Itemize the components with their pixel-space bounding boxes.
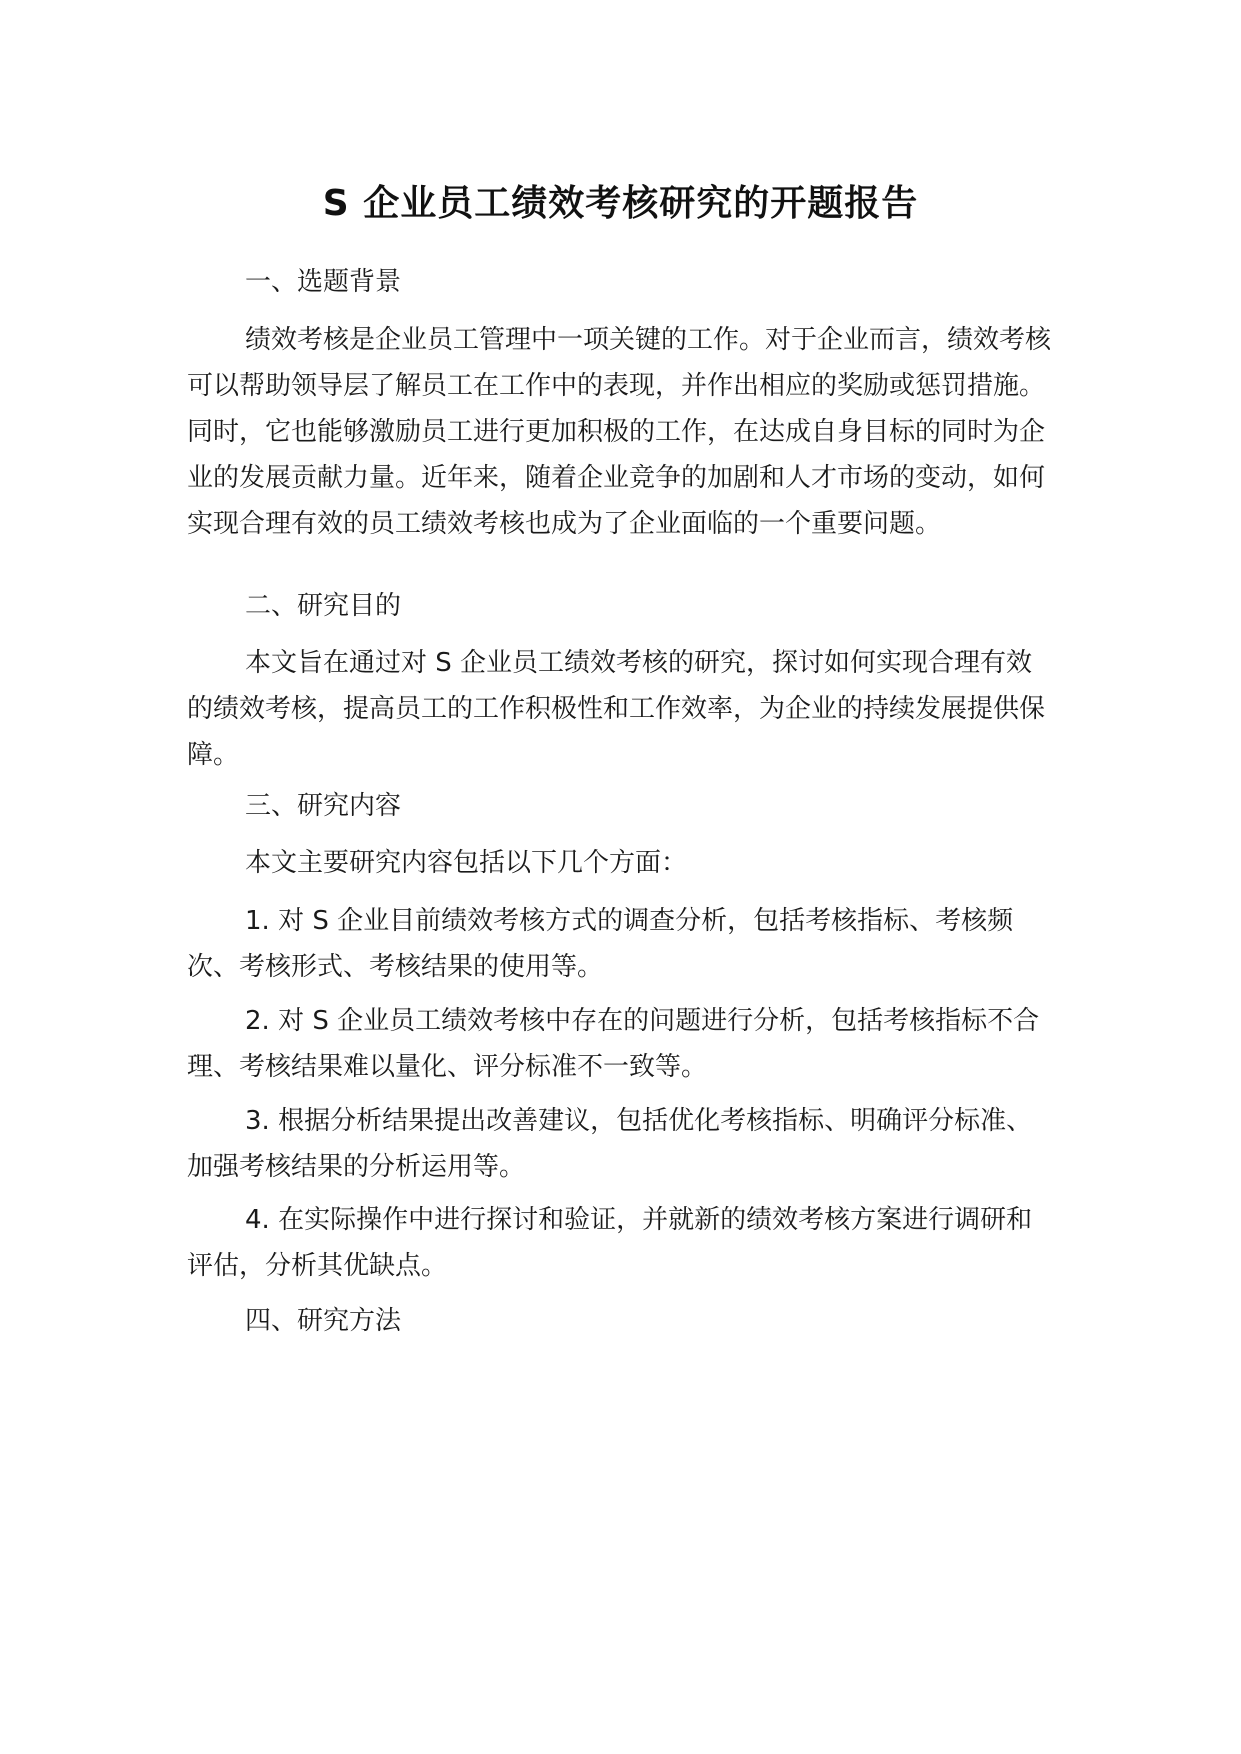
section-heading: 四、研究方法 — [245, 1306, 402, 1336]
list-item-4 — [187, 1197, 1057, 1289]
list-item-1 — [187, 898, 1057, 990]
section-heading-purpose — [187, 583, 1057, 629]
document-title: S 企业员工绩效考核研究的开题报告 — [322, 183, 919, 224]
paragraph: 1. 对 S 企业目前绩效考核方式的调查分析，包括考核指标、考核频次、考核形式、考核结果的使用等。 — [187, 906, 1014, 982]
section-heading: 三、研究内容 — [245, 791, 402, 821]
section-heading-background — [187, 259, 1057, 305]
section-heading: 二、研究目的 — [245, 591, 402, 621]
section-heading-method — [187, 1298, 1057, 1344]
paragraph: 2. 对 S 企业员工绩效考核中存在的问题进行分析，包括考核指标不合理、考核结果难以量化、评分标准不一致等。 — [187, 1006, 1040, 1082]
list-item-3 — [187, 1098, 1057, 1190]
section-body-content-intro — [187, 840, 1057, 886]
paragraph: 本文主要研究内容包括以下几个方面： — [245, 848, 688, 878]
section-body-purpose — [187, 640, 1057, 778]
paragraph: 本文旨在通过对 S 企业员工绩效考核的研究，探讨如何实现合理有效的绩效考核，提高员工的工作积极性和工作效率，为企业的持续发展提供保障。 — [187, 648, 1046, 770]
section-heading: 一、选题背景 — [245, 267, 402, 297]
list-item-2 — [187, 998, 1057, 1090]
section-body-background — [187, 317, 1057, 547]
paragraph: 3. 根据分析结果提出改善建议，包括优化考核指标、明确评分标准、加强考核结果的分析运用等。 — [187, 1106, 1033, 1182]
paragraph: 4. 在实际操作中进行探讨和验证，并就新的绩效考核方案进行调研和评估，分析其优缺点。 — [187, 1205, 1033, 1281]
section-heading-content — [187, 783, 1057, 829]
paragraph: 绩效考核是企业员工管理中一项关键的工作。对于企业而言，绩效考核可以帮助领导层了解员工在工作中的表现，并作出相应的奖励或惩罚措施。同时，它也能够激励员工进行更加积极的工作，在达成自身目标的同时为企业的发展贡献力量。近年来，随着企业竞争的加剧和人才市场的变动，如何实现合理有效的员工绩效考核也成为了企业面临的一个重要问题。 — [187, 325, 1052, 539]
